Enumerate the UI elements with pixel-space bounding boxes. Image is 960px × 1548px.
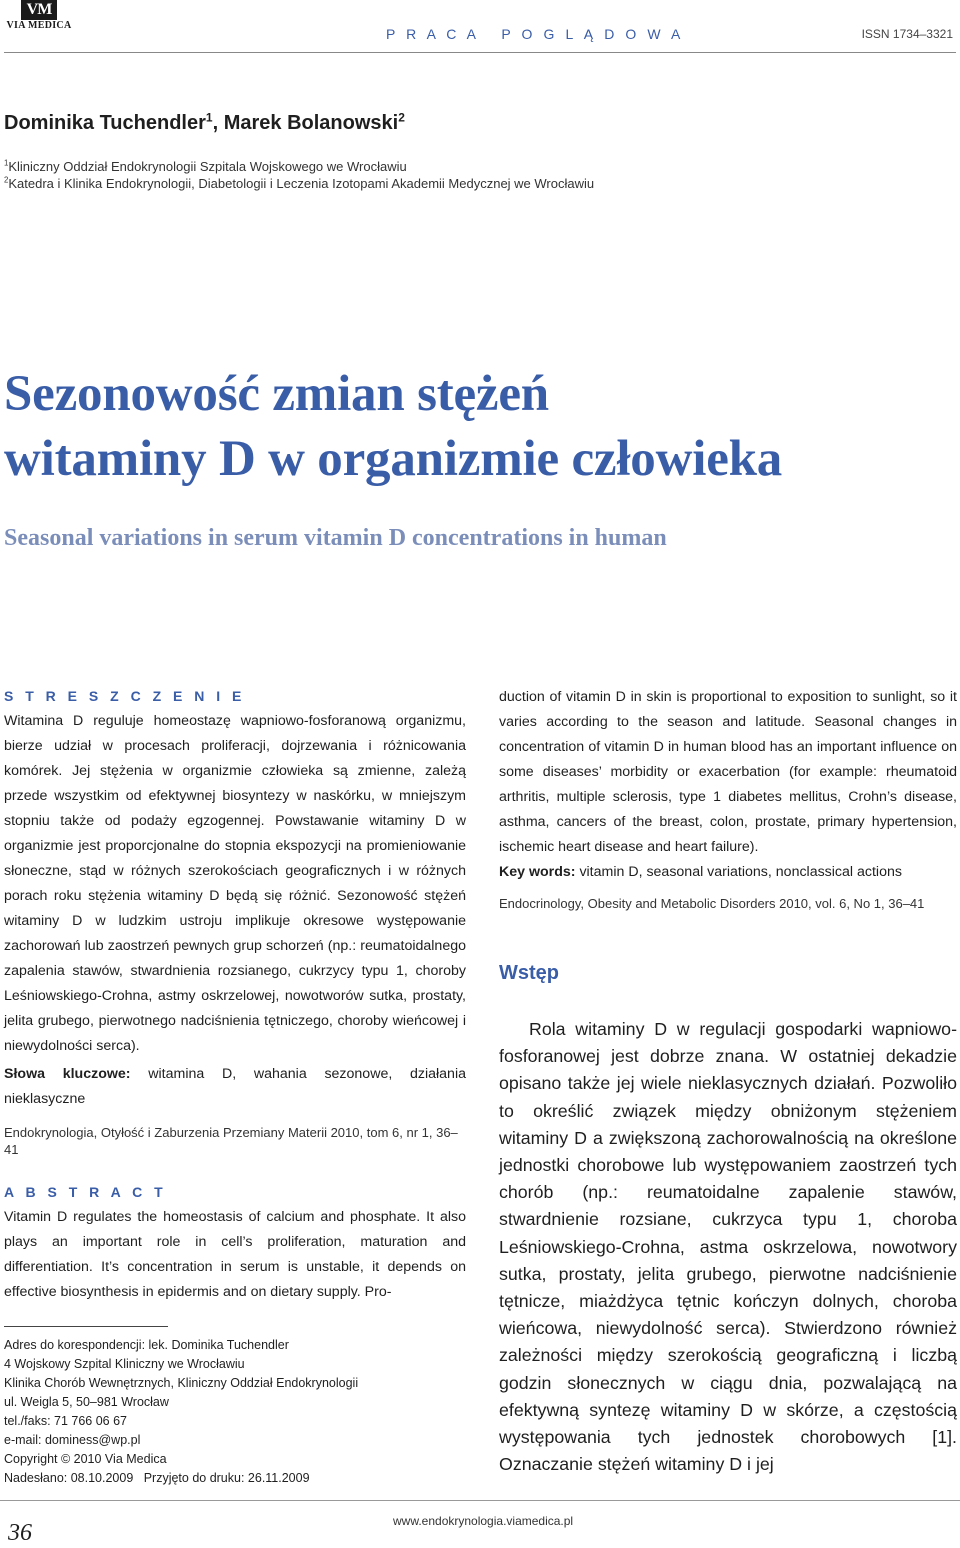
- journal-website-link[interactable]: www.endokrynologia.viamedica.pl: [393, 1514, 574, 1528]
- correspondence-email[interactable]: e-mail: dominess@wp.pl: [4, 1433, 141, 1447]
- article-title: [4, 362, 782, 492]
- header-divider: [4, 52, 956, 53]
- abstract-body-start: Vitamin D regulates the homeostasis of calcium and phosphate. It also plays an important role in cell’s proliferation, maturation and differentiation. It’s concentration in serum is unstable, it depends on effective biosynthesis in epidermis and on dietary supply. Pro-: [4, 1209, 466, 1300]
- logo-name: VIA MEDICA: [6, 20, 72, 31]
- title-line: witaminy D w organizmie człowieka: [4, 431, 783, 487]
- correspondence-line: Nadesłano: 08.10.2009 Przyjęto do druku: 26.11.2009: [4, 1471, 310, 1485]
- affiliations: [4, 158, 594, 192]
- keywords-label: Key words:: [499, 864, 576, 880]
- author-name: Dominika Tuchendler: [4, 112, 206, 134]
- citation-english: Endocrinology, Obesity and Metabolic Disorders 2010, vol. 6, No 1, 36–41: [499, 896, 925, 911]
- slowa-kluczowe: [4, 1062, 466, 1112]
- publisher-logo: [4, 0, 74, 40]
- logo-mark: VM: [21, 0, 57, 20]
- issn: ISSN 1734–3321: [861, 27, 953, 41]
- page-number: 36: [8, 1520, 32, 1546]
- author-affiliation-ref: 1: [205, 110, 213, 125]
- correspondence-line: 4 Wojskowy Szpital Kliniczny we Wrocławiu: [4, 1357, 245, 1371]
- correspondence-line: Adres do korespondencji: lek. Dominika Tuchendler: [4, 1338, 289, 1352]
- author-name: Marek Bolanowski: [223, 112, 399, 134]
- author-list: Dominika Tuchendler$^1$, Marek Bolanowski$^2$: [4, 110, 405, 134]
- keywords-label: Słowa kluczowe:: [4, 1066, 131, 1082]
- correspondence-block: [4, 1336, 358, 1488]
- keywords-list: witamina D, wahania sezonowe, działania nieklasyczne: [4, 1066, 466, 1107]
- streszczenie-body: Witamina D reguluje homeostazę wapniowo-fosforanową organizmu, bierze udział w procesach proliferacji, dojrzewania i różnicowania komórek. Jej stężenia w organizmie człowieka są zmienne, zależą przede wszystkim od efektywnej biosyntezy w naskórku, w mniejszym stopniu także od podaży egzogennej. Powstawanie witaminy D w organizmie jest proporcjonalne do stopnia ekspozycji na promieniowanie słoneczne, stąd w różnych szerokościach geograficznych i w różnych porach roku stężenia witaminy D będą się różnić. Sezonowość stężeń witaminy D w ludzkim ustroju implikuje okresowe występowanie zachorowań lub zaostrzeń pewnych grup schorzeń (np.: reumatoidalnego zapalenia stawów, stwardnienia rozsianego, cukrzycy typu 1, choroby Leśniowskiego-Crohna, astmy oskrzelowej, nowotworów sutka, prostaty, jelita grubego, pierwotnego nadciśnienia tętniczego, choroby wieńcowej i niewydolności serca).: [4, 713, 466, 1054]
- streszczenie-heading: S T R E S Z C Z E N I E: [4, 688, 246, 704]
- correspondence-line: Klinika Chorób Wewnętrznych, Kliniczny Oddział Endokrynologii: [4, 1376, 359, 1390]
- introduction-body: Rola witaminy D w regulacji gospodarki wapniowo-fosforanowej jest dobrze znana. W ostatniej dekadzie opisano także jej wiele nieklasycznych działań. Pozwoliło to określić związek między obniżonym stężeniem witaminy D a zwiększoną zachorowalnością na określone jednostki chorobowe lub występowaniem zaostrzeń tych chorób (np.: reumatoidalne zapalenie stawów, stwardnienie rozsiane, cukrzyca typu 1, choroba Leśniowskiego-Crohna, astma oskrzelowa, nowotwory sutka, prostaty, jelita grubego, pierwotne nadciśnienie tętnicze, miażdżyca tętnic kończyn dolnych, choroba wieńcowa, niewydolność serca). Stwierdzono również zależności między szerokością geograficzną i liczbą godzin słonecznych w ciągu dnia, pozwalającą na efektywną syntezę witaminy D w skórze, a częstością występowania tych jednostek chorobowych [1]. Oznaczanie stężeń witaminy D i jej: [499, 1019, 957, 1475]
- abstract-heading: A B S T R A C T: [4, 1184, 167, 1200]
- footnote-divider: [4, 1326, 168, 1327]
- introduction-heading: Wstęp: [499, 962, 559, 984]
- author-affiliation-ref: 2: [398, 110, 405, 125]
- article-type-label: P R A C A P O G L Ą D O W A: [386, 26, 684, 42]
- citation-polish: Endokrynologia, Otyłość i Zaburzenia Przemiany Materii 2010, tom 6, nr 1, 36–41: [4, 1125, 458, 1157]
- correspondence-line: Copyright © 2010 Via Medica: [4, 1452, 167, 1466]
- affiliation: $^1$Kliniczny Oddział Endokrynologii Szpitala Wojskowego we Wrocławiu: [4, 158, 407, 174]
- key-words: [499, 860, 957, 885]
- article-title-english: Seasonal variations in serum vitamin D concentrations in human: [4, 525, 667, 551]
- affiliation: $^2$Katedra i Klinika Endokrynologii, Diabetologii i Leczenia Izotopami Akademii Medycznej we Wrocławiu: [4, 175, 595, 191]
- correspondence-line: tel./faks: 71 766 06 67: [4, 1414, 128, 1428]
- correspondence-line: ul. Weigla 5, 50–981 Wrocław: [4, 1395, 169, 1409]
- abstract-body-continued: duction of vitamin D in skin is proportional to exposition to sunlight, so it varies according to the season and latitude. Seasonal changes in concentration of vitamin D in human blood has an important influence on some diseases’ morbidity or exacerbation (for example: rheumatoid arthritis, multiple sclerosis, type 1 diabetes mellitus, Crohn’s disease, asthma, cancers of the breast, colon, prostate, primary hypertension, ischemic heart disease and heart failure).: [499, 689, 957, 855]
- footer-divider: [0, 1500, 960, 1501]
- keywords-list: vitamin D, seasonal variations, nonclassical actions: [579, 864, 902, 880]
- title-line: Sezonowość zmian stężeń: [4, 366, 549, 422]
